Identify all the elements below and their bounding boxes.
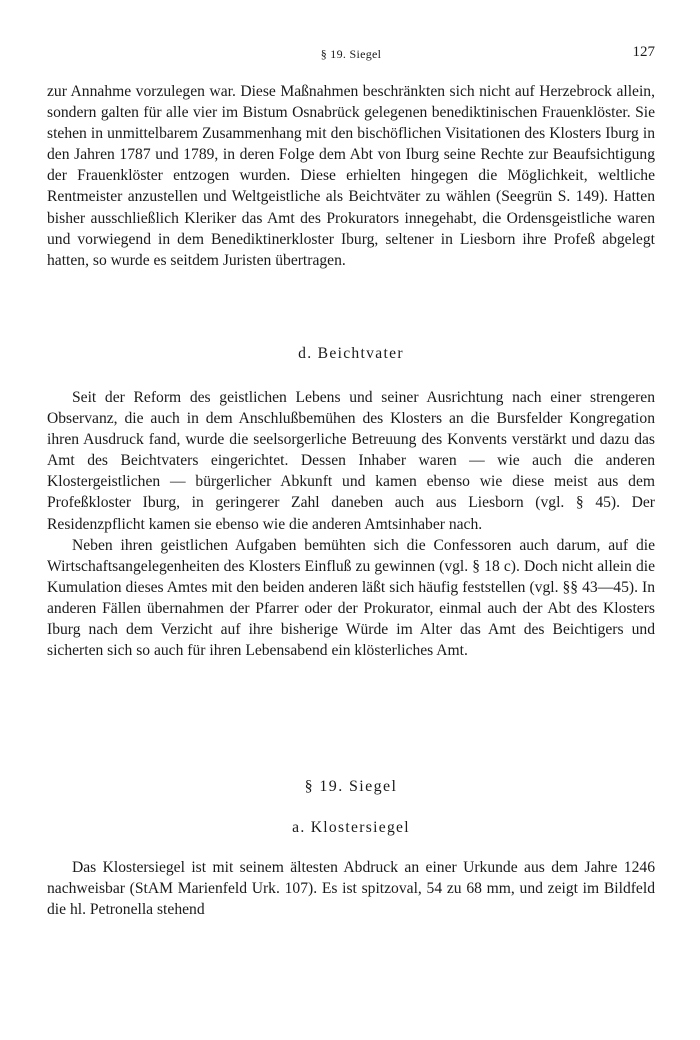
subsection-heading-beichtvater: d. Beichtvater [298, 345, 404, 362]
paragraph-beichtvater-1: Seit der Reform des geistlichen Lebens und seiner Ausrichtung nach einer strengeren Observanz, die auch in dem Anschlußbemühen des Klosters an die Bursfelder Kongregation ihren Ausdruck fand, wurde die seelsorgerliche Betreuung des Konvents verstärkt und dazu das Amt des Beichtvaters eingerichtet. Dessen Inhaber waren — wie auch die anderen Klostergeistlichen — bürgerlicher Abkunft und kamen ebenso wie diese meist aus dem Profeßkloster Iburg, in geringerer Zahl daneben auch aus Liesborn (vgl. § 45). Der Residenzpflicht kamen sie ebenso wie die anderen Amtsinhaber nach. [47, 389, 655, 533]
body-text-block-1 [47, 81, 655, 271]
paragraph-continuation: zur Annahme vorzulegen war. Diese Maßnahmen beschränkten sich nicht auf Herzebrock allein, sondern galten für alle vier im Bistum Osnabrück gelegenen benediktinischen Frauenklöster. Sie stehen in unmittelbarem Zusammenhang mit den bischöflichen Visitationen des Klosters Iburg in den Jahren 1787 und 1789, in deren Folge dem Abt von Iburg seine Rechte zur Beaufsichtigung der Frauenklöster entzogen wurden. Diese erhielten hingegen die Möglichkeit, weltliche Rentmeister anzustellen und Weltgeistliche als Beichtväter zu wählen (Seegrün S. 149). Hatten bisher ausschließlich Kleriker das Amt des Prokurators innegehabt, die Ordensgeistliche waren und vorwiegend in dem Benediktinerkloster Iburg, seltener in Liesborn ihre Profeß abgelegt hatten, so wurde es seitdem Juristen übertragen. [47, 83, 655, 269]
page-number: 127 [632, 44, 655, 60]
running-head [47, 44, 655, 64]
section-heading-siegel: § 19. Siegel [304, 778, 398, 795]
paragraph-beichtvater-2: Neben ihren geistlichen Aufgaben bemühten sich die Confessoren auch darum, auf die Wirtschaftsangelegenheiten des Klosters Einfluß zu gewinnen (vgl. § 18 c). Doch nicht allein die Kumulation dieses Amtes mit den beiden anderen läßt sich häufig feststellen (vgl. §§ 43—45). In anderen Fällen übernahmen der Pfarrer oder der Prokurator, einmal auch der Abt des Klosters Iburg nach dem Verzicht auf ihre bisherige Würde im Alter das Amt des Beichtigers und sicherten sich so auch für ihren Lebensabend ein klösterliches Amt. [47, 536, 655, 660]
running-title: § 19. Siegel [320, 47, 382, 61]
body-text-block-3 [47, 857, 655, 920]
paragraph-klostersiegel: Das Klostersiegel ist mit seinem ältesten Abdruck an einer Urkunde aus dem Jahre 1246 nachweisbar (StAM Marienfeld Urk. 107). Es ist spitzoval, 54 zu 68 mm, und zeigt im Bildfeld die hl. Petronella stehend [47, 859, 655, 919]
subsection-heading-klostersiegel: a. Klostersiegel [292, 819, 410, 836]
body-text-block-2 [47, 387, 655, 661]
